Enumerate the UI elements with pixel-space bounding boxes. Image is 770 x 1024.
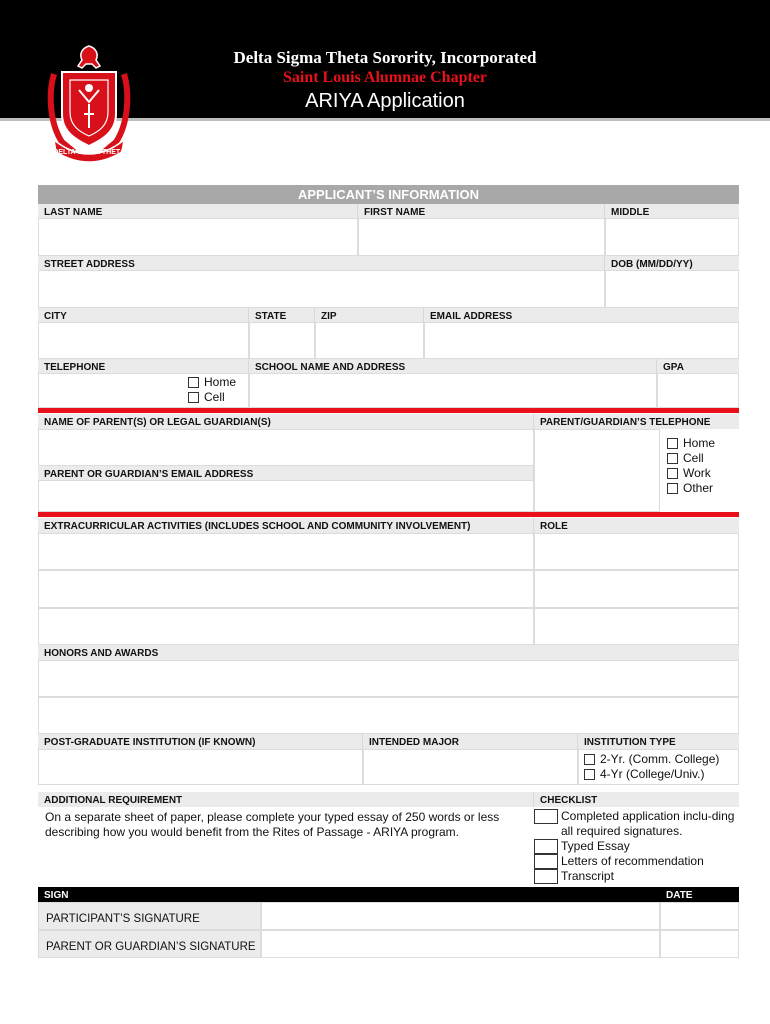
option-label: Work <box>683 466 711 480</box>
option-label: 4-Yr (College/Univ.) <box>600 767 705 781</box>
first-name-label: FIRST NAME <box>358 204 605 218</box>
option-label: Home <box>683 436 716 450</box>
intended-major-label: INTENDED MAJOR <box>363 734 578 749</box>
section-divider-red <box>38 512 739 517</box>
participant-signature-field[interactable] <box>261 902 660 930</box>
institution-field[interactable] <box>38 749 363 785</box>
checkbox[interactable] <box>534 854 558 869</box>
intended-major-field[interactable] <box>363 749 578 785</box>
date-bar: DATE <box>660 887 739 902</box>
chapter-name: Saint Louis Alumnae Chapter <box>282 69 488 86</box>
option-label: Cell <box>204 390 225 404</box>
guardian-telephone-field[interactable] <box>534 429 660 512</box>
middle-label: MIDDLE <box>605 204 739 218</box>
street-address-field[interactable] <box>38 270 605 308</box>
crest-motto-text: DELTA SIGMA THETA <box>53 149 125 156</box>
city-field[interactable] <box>38 322 249 359</box>
guardian-phone-work-option[interactable] <box>667 466 715 481</box>
gpa-field[interactable] <box>657 373 739 408</box>
org-name: Delta Sigma Theta Sorority, Incorporated <box>233 48 537 67</box>
state-field[interactable] <box>249 322 315 359</box>
street-address-label: STREET ADDRESS <box>38 256 605 270</box>
sign-bar: SIGN <box>38 887 660 902</box>
email-label: EMAIL ADDRESS <box>424 308 739 322</box>
email-field[interactable] <box>424 322 739 359</box>
dob-field[interactable] <box>605 270 739 308</box>
option-label: Other <box>683 481 714 495</box>
option-label: Cell <box>683 451 704 465</box>
first-name-field[interactable] <box>358 218 605 256</box>
guardian-date-field[interactable] <box>660 930 739 958</box>
applicant-section-title: APPLICANT’S INFORMATION <box>38 185 739 204</box>
checklist-item-label: Letters of recommendation <box>561 854 704 868</box>
activities-label: EXTRACURRICULAR ACTIVITIES (INCLUDES SCHOOL AND COMMUNITY INVOLVEMENT) <box>38 518 534 533</box>
participant-date-field[interactable] <box>660 902 739 930</box>
honors-field-2[interactable] <box>38 697 739 734</box>
checkbox[interactable] <box>667 453 678 464</box>
essay-instructions: On a separate sheet of paper, please complete your typed essay of 250 words or less describing how you would benefit from the Rites of Passage - ARIYA program. <box>45 810 500 839</box>
checklist-item-application[interactable] <box>534 809 739 839</box>
four-year-option[interactable] <box>584 767 719 782</box>
checkbox[interactable] <box>534 809 558 824</box>
guardian-signature-label: PARENT OR GUARDIAN’S SIGNATURE <box>38 930 261 958</box>
option-label: Home <box>204 375 237 389</box>
guardian-email-label: PARENT OR GUARDIAN’S EMAIL ADDRESS <box>38 466 534 480</box>
guardian-telephone-label: PARENT/GUARDIAN’S TELEPHONE <box>534 414 739 429</box>
guardian-email-field[interactable] <box>38 480 534 512</box>
role-field-1[interactable] <box>534 533 739 570</box>
middle-name-field[interactable] <box>605 218 739 256</box>
last-name-field[interactable] <box>38 218 358 256</box>
checklist-item-label: Transcript <box>561 869 614 883</box>
institution-type-options <box>584 752 719 782</box>
applicant-phone-types <box>188 375 236 405</box>
checklist-item-essay[interactable] <box>534 839 739 854</box>
checklist-item-transcript[interactable] <box>534 869 739 884</box>
school-label: SCHOOL NAME AND ADDRESS <box>249 359 657 373</box>
guardian-phone-home-option[interactable] <box>667 436 715 451</box>
guardian-phone-other-option[interactable] <box>667 481 715 496</box>
activity-field-2[interactable] <box>38 570 534 608</box>
role-field-3[interactable] <box>534 608 739 645</box>
guardian-name-field[interactable] <box>38 429 534 466</box>
honors-field-1[interactable] <box>38 660 739 697</box>
additional-requirement-label: ADDITIONAL REQUIREMENT <box>38 792 534 807</box>
checklist-item-label: Typed Essay <box>561 839 630 853</box>
checkbox[interactable] <box>584 754 595 765</box>
two-year-option[interactable] <box>584 752 719 767</box>
last-name-label: LAST NAME <box>38 204 358 218</box>
zip-field[interactable] <box>315 322 424 359</box>
checklist-label: CHECKLIST <box>534 792 739 807</box>
checkbox[interactable] <box>188 377 199 388</box>
checkbox[interactable] <box>584 769 595 780</box>
dob-label: DOB (MM/DD/YY) <box>605 256 739 270</box>
checklist <box>534 809 739 884</box>
activity-field-3[interactable] <box>38 608 534 645</box>
guardian-phone-types <box>667 436 715 496</box>
telephone-label: TELEPHONE <box>38 359 249 373</box>
checkbox[interactable] <box>667 438 678 449</box>
checklist-item-letters[interactable] <box>534 854 739 869</box>
section-divider-red <box>38 408 739 413</box>
gpa-label: GPA <box>657 359 739 373</box>
zip-label: ZIP <box>315 308 424 322</box>
checklist-item-label: Completed application inclu-ding all required signatures. <box>561 809 735 838</box>
institution-label: POST-GRADUATE INSTITUTION (IF KNOWN) <box>38 734 363 749</box>
option-label: 2-Yr. (Comm. College) <box>600 752 720 766</box>
phone-home-option[interactable] <box>188 375 236 390</box>
checkbox[interactable] <box>534 869 558 884</box>
school-field[interactable] <box>249 373 657 408</box>
role-field-2[interactable] <box>534 570 739 608</box>
checkbox[interactable] <box>667 483 678 494</box>
state-label: STATE <box>249 308 315 322</box>
checkbox[interactable] <box>534 839 558 854</box>
city-label: CITY <box>38 308 249 322</box>
checkbox[interactable] <box>188 392 199 403</box>
guardian-signature-field[interactable] <box>261 930 660 958</box>
honors-label: HONORS AND AWARDS <box>38 645 739 660</box>
checkbox[interactable] <box>667 468 678 479</box>
page-title: ARIYA Application <box>305 90 465 112</box>
institution-type-label: INSTITUTION TYPE <box>578 734 739 749</box>
guardian-phone-cell-option[interactable] <box>667 451 715 466</box>
activity-field-1[interactable] <box>38 533 534 570</box>
role-label: ROLE <box>534 518 739 533</box>
guardian-name-label: NAME OF PARENT(S) OR LEGAL GUARDIAN(S) <box>38 414 534 429</box>
participant-signature-label: PARTICIPANT’S SIGNATURE <box>38 902 261 930</box>
phone-cell-option[interactable] <box>188 390 236 405</box>
